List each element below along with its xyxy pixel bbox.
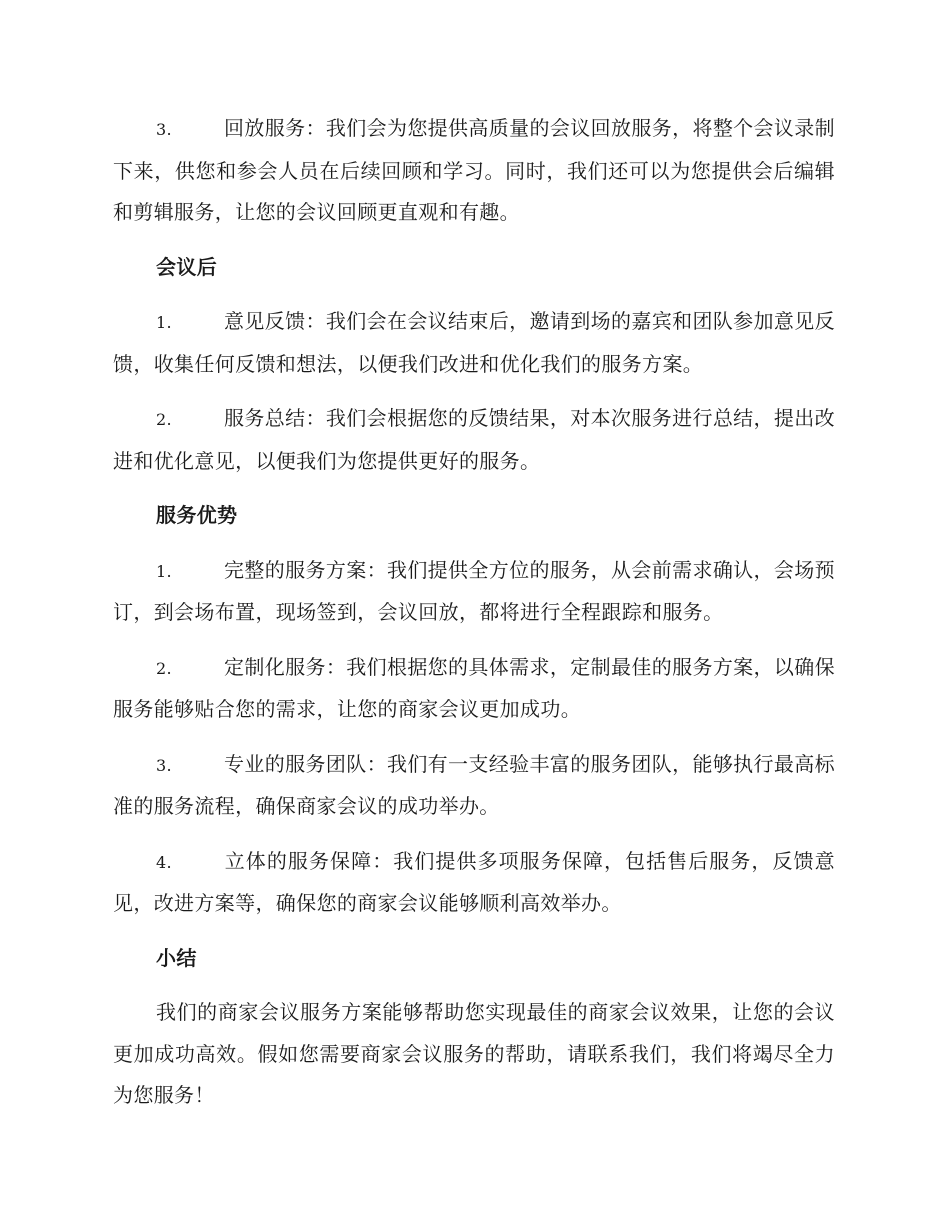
list-item-text: 定制化服务：我们根据您的具体需求，定制最佳的服务方案，以确保服务能够贴合您的需求，让您的商家会议更加成功。 xyxy=(113,654,835,721)
list-item-text: 完整的服务方案：我们提供全方位的服务，从会前需求确认，会场预订，到会场布置，现场签到，会议回放，都将进行全程跟踪和服务。 xyxy=(113,557,835,624)
list-item-text: 意见反馈：我们会在会议结束后，邀请到场的嘉宾和团队参加意见反馈，收集任何反馈和想法，以便我们改进和优化我们的服务方案。 xyxy=(113,309,835,376)
section-heading-after-meeting: 会议后 xyxy=(156,254,218,279)
list-item-number: 3. xyxy=(156,120,172,139)
list-item-text: 回放服务：我们会为您提供高质量的会议回放服务，将整个会议录制下来，供您和参会人员在后续回顾和学习。同时，我们还可以为您提供会后编辑和剪辑服务，让您的会议回顾更直观和有趣。 xyxy=(113,116,835,224)
list-item-text: 服务总结：我们会根据您的反馈结果，对本次服务进行总结，提出改进和优化意见，以便我们为您提供更好的服务。 xyxy=(113,406,835,473)
list-item xyxy=(113,647,835,731)
document-page xyxy=(113,108,835,1130)
list-item xyxy=(113,744,835,828)
section-heading-summary: 小结 xyxy=(156,945,197,970)
list-item-number: 2. xyxy=(156,410,172,429)
list-item-number: 4. xyxy=(156,852,172,872)
list-item-number: 3. xyxy=(156,755,172,775)
list-item xyxy=(113,550,835,634)
list-item-number: 2. xyxy=(156,658,172,678)
list-item xyxy=(113,398,835,482)
list-item-text: 立体的服务保障：我们提供多项服务保障，包括售后服务，反馈意见，改进方案等，确保您的商家会议能够顺利高效举办。 xyxy=(113,848,835,915)
list-item xyxy=(113,841,835,925)
list-item-text: 专业的服务团队：我们有一支经验丰富的服务团队，能够执行最高标准的服务流程，确保商家会议的成功举办。 xyxy=(113,751,835,818)
list-item xyxy=(113,108,835,234)
summary-paragraph: 我们的商家会议服务方案能够帮助您实现最佳的商家会议效果，让您的会议更加成功高效。假如您需要商家会议服务的帮助，请联系我们，我们将竭尽全力为您服务！ xyxy=(113,1000,835,1107)
list-item xyxy=(113,301,835,385)
list-item-number: 1. xyxy=(156,313,172,332)
section-heading-service-advantages: 服务优势 xyxy=(156,503,238,527)
list-item-number: 1. xyxy=(156,561,172,581)
